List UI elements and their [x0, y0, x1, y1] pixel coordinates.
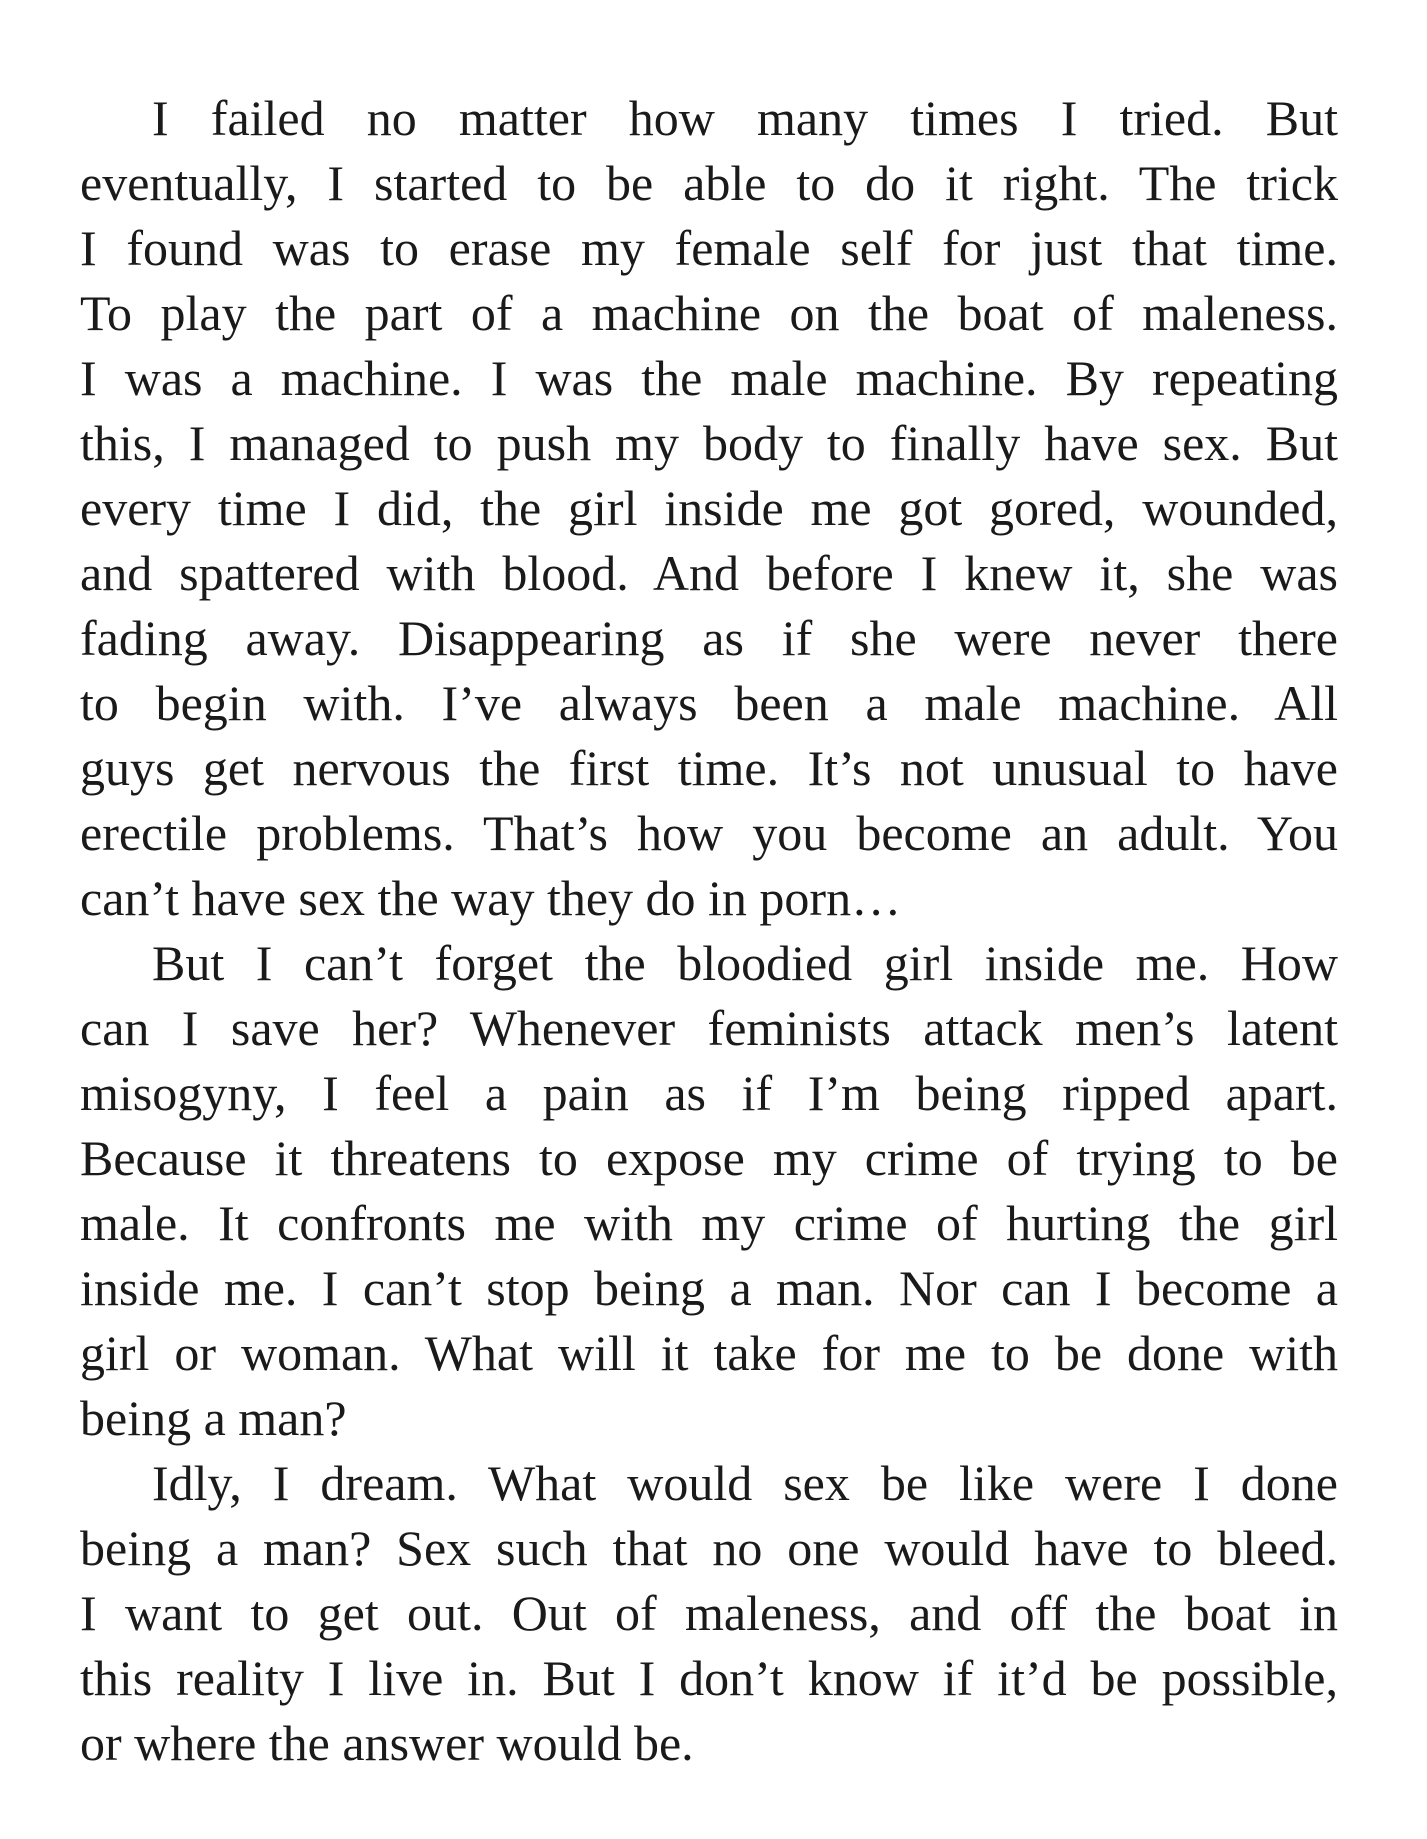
- text-line: male. It confronts me with my crime of hurting the girl: [80, 1195, 1338, 1251]
- text-line: can I save her? Whenever feminists attack men’s latent: [80, 1000, 1338, 1056]
- paragraph-1: [80, 86, 1338, 931]
- text-line: can’t have sex the way they do in porn…: [80, 870, 902, 926]
- text-line: or where the answer would be.: [80, 1715, 694, 1771]
- text-line: guys get nervous the first time. It’s not unusual to have: [80, 740, 1338, 796]
- text-line: I found was to erase my female self for just that time.: [80, 220, 1338, 276]
- paragraph-3: [80, 1451, 1338, 1776]
- text-line: to begin with. I’ve always been a male machine. All: [80, 675, 1338, 731]
- text-line: fading away. Disappearing as if she were never there: [80, 610, 1338, 666]
- text-line: eventually, I started to be able to do it right. The trick: [80, 155, 1338, 211]
- text-line: But I can’t forget the bloodied girl inside me. How: [152, 935, 1338, 991]
- paragraph-2: [80, 931, 1338, 1451]
- text-line: misogyny, I feel a pain as if I’m being ripped apart.: [80, 1065, 1338, 1121]
- text-line: being a man?: [80, 1390, 347, 1446]
- text-line: this, I managed to push my body to finally have sex. But: [80, 415, 1338, 471]
- text-line: every time I did, the girl inside me got gored, wounded,: [80, 480, 1338, 536]
- text-line: inside me. I can’t stop being a man. Nor can I become a: [80, 1260, 1338, 1316]
- text-line: Idly, I dream. What would sex be like were I done: [152, 1455, 1338, 1511]
- text-line: To play the part of a machine on the boat of maleness.: [80, 285, 1338, 341]
- text-line: erectile problems. That’s how you become an adult. You: [80, 805, 1338, 861]
- text-line: girl or woman. What will it take for me to be done with: [80, 1325, 1338, 1381]
- text-line: I failed no matter how many times I tried. But: [152, 90, 1338, 146]
- text-line: this reality I live in. But I don’t know if it’d be possible,: [80, 1650, 1338, 1706]
- text-line: I was a machine. I was the male machine. By repeating: [80, 350, 1338, 406]
- book-page: [80, 86, 1338, 1776]
- text-line: Because it threatens to expose my crime of trying to be: [80, 1130, 1338, 1186]
- text-line: and spattered with blood. And before I knew it, she was: [80, 545, 1338, 601]
- text-line: I want to get out. Out of maleness, and off the boat in: [80, 1585, 1338, 1641]
- text-line: being a man? Sex such that no one would have to bleed.: [80, 1520, 1338, 1576]
